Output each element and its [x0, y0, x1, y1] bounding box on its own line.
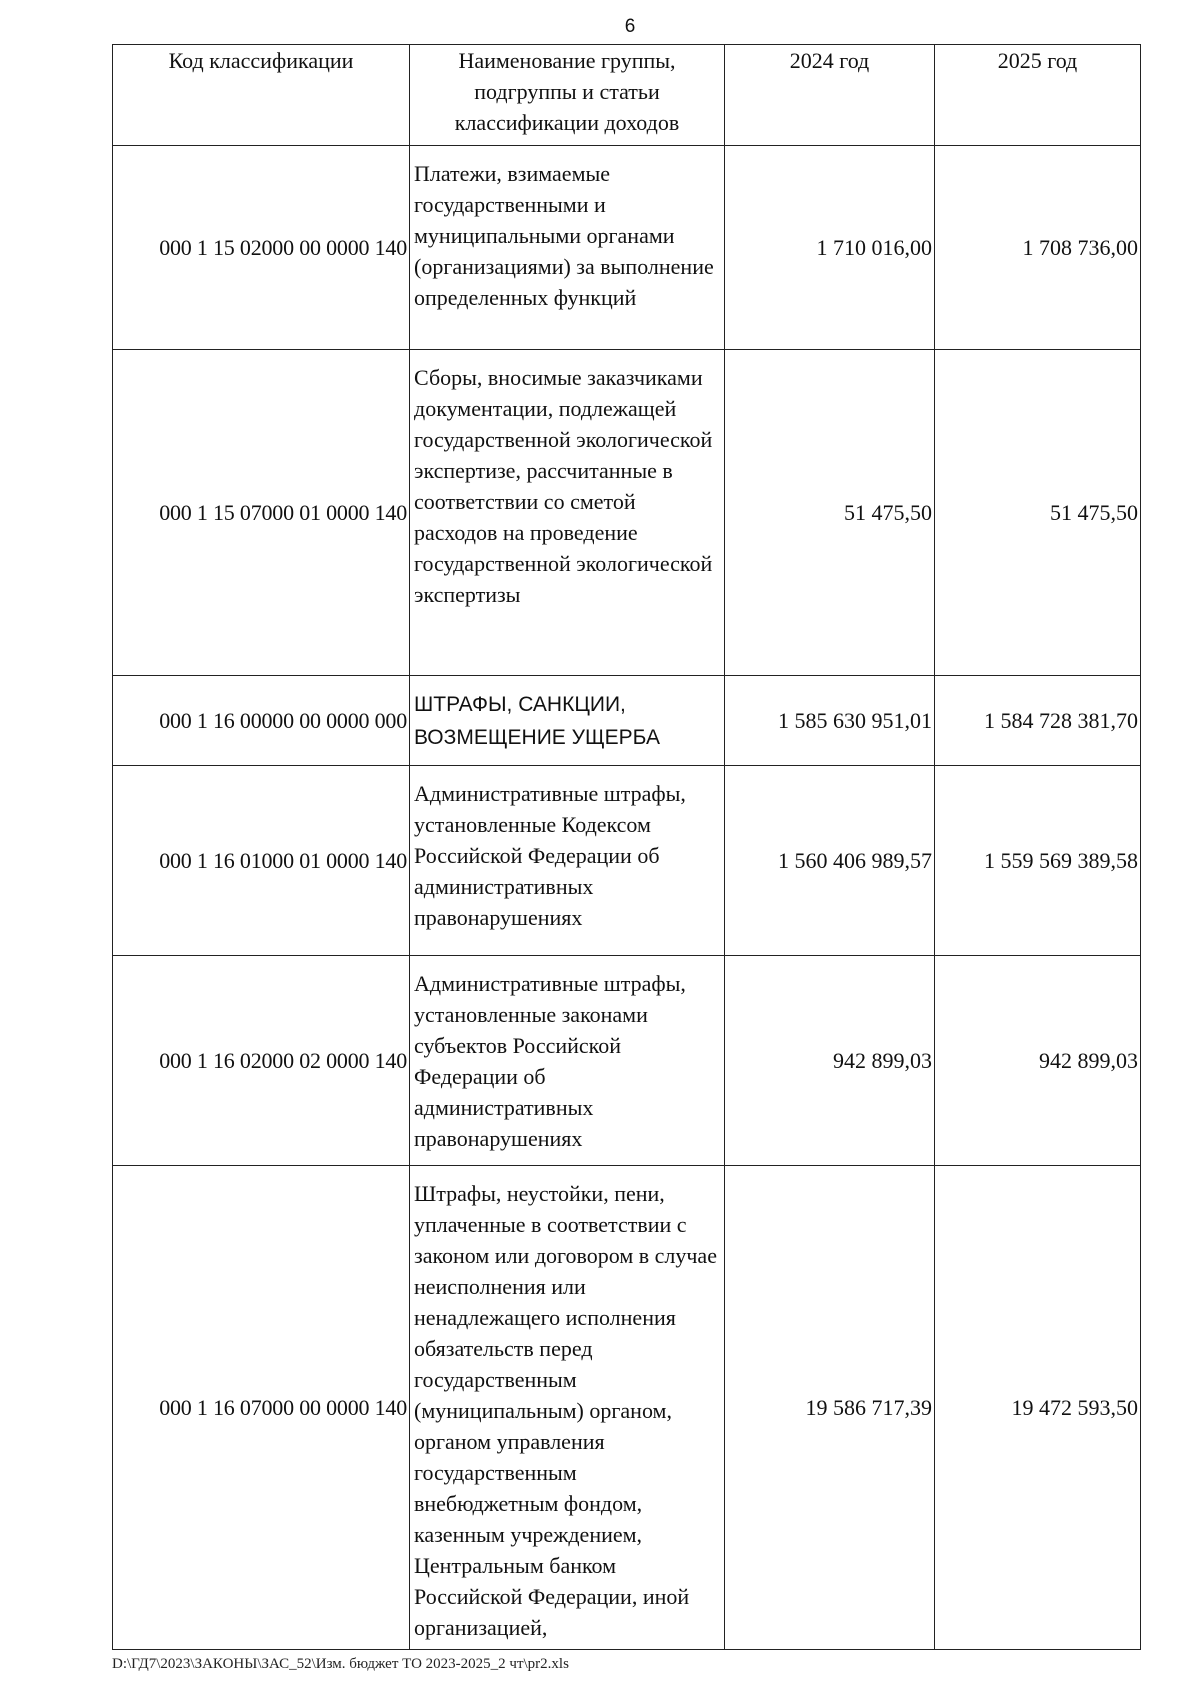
file-path-footer: D:\ГД7\2023\ЗАКОНЫ\ЗАС_52\Изм. бюджет ТО 2023-2025_2 чт\pr2.xls: [112, 1656, 569, 1672]
header-name: Наименование группы, подгруппы и статьи классификации доходов: [410, 45, 725, 146]
page-number: 6: [624, 16, 636, 37]
table-row: [113, 766, 1141, 956]
row-value-2025: 19 472 593,50: [935, 1166, 1141, 1650]
table-row: [113, 1166, 1141, 1650]
row-value-2024: 1 560 406 989,57: [725, 766, 935, 956]
row-name: Сборы, вносимые заказчиками документации, подлежащей государственной экологической экспертизе, рассчитанные в соответствии со сметой расходов на проведение государственной экологической экспертизы: [410, 350, 725, 676]
row-name: Платежи, взимаемые государственными и муниципальными органами (организациями) за выполнение определенных функций: [410, 146, 725, 350]
income-classification-table: [112, 44, 1141, 1650]
row-name: Штрафы, неустойки, пени, уплаченные в соответствии с законом или договором в случае неисполнения или ненадлежащего исполнения обязательств перед государственным (муниципальным) органом, органом управления государственным внебюджетным фондом, казенным учреждением, Центральным банком Российской Федерации, иной организацией,: [410, 1166, 725, 1650]
header-year-2024: 2024 год: [725, 45, 935, 146]
row-name: Административные штрафы, установленные законами субъектов Российской Федерации об административных правонарушениях: [410, 956, 725, 1166]
row-value-2024: 1 710 016,00: [725, 146, 935, 350]
header-code: Код классификации: [113, 45, 410, 146]
row-value-2025: 51 475,50: [935, 350, 1141, 676]
row-name: ШТРАФЫ, САНКЦИИ, ВОЗМЕЩЕНИЕ УЩЕРБА: [410, 676, 725, 766]
table-row: [113, 956, 1141, 1166]
row-code: 000 1 16 02000 02 0000 140: [113, 956, 410, 1166]
row-value-2024: 942 899,03: [725, 956, 935, 1166]
row-value-2024: 19 586 717,39: [725, 1166, 935, 1650]
header-year-2025: 2025 год: [935, 45, 1141, 146]
row-value-2025: 942 899,03: [935, 956, 1141, 1166]
row-name: Административные штрафы, установленные Кодексом Российской Федерации об административных правонарушениях: [410, 766, 725, 956]
table-header-row: [113, 45, 1141, 146]
row-code: 000 1 16 00000 00 0000 000: [113, 676, 410, 766]
table-row: [113, 350, 1141, 676]
row-value-2025: 1 708 736,00: [935, 146, 1141, 350]
row-value-2024: 1 585 630 951,01: [725, 676, 935, 766]
row-value-2024: 51 475,50: [725, 350, 935, 676]
row-value-2025: 1 584 728 381,70: [935, 676, 1141, 766]
row-code: 000 1 16 01000 01 0000 140: [113, 766, 410, 956]
row-code: 000 1 15 07000 01 0000 140: [113, 350, 410, 676]
row-code: 000 1 15 02000 00 0000 140: [113, 146, 410, 350]
row-code: 000 1 16 07000 00 0000 140: [113, 1166, 410, 1650]
table-row: [113, 676, 1141, 766]
row-value-2025: 1 559 569 389,58: [935, 766, 1141, 956]
table-row: [113, 146, 1141, 350]
